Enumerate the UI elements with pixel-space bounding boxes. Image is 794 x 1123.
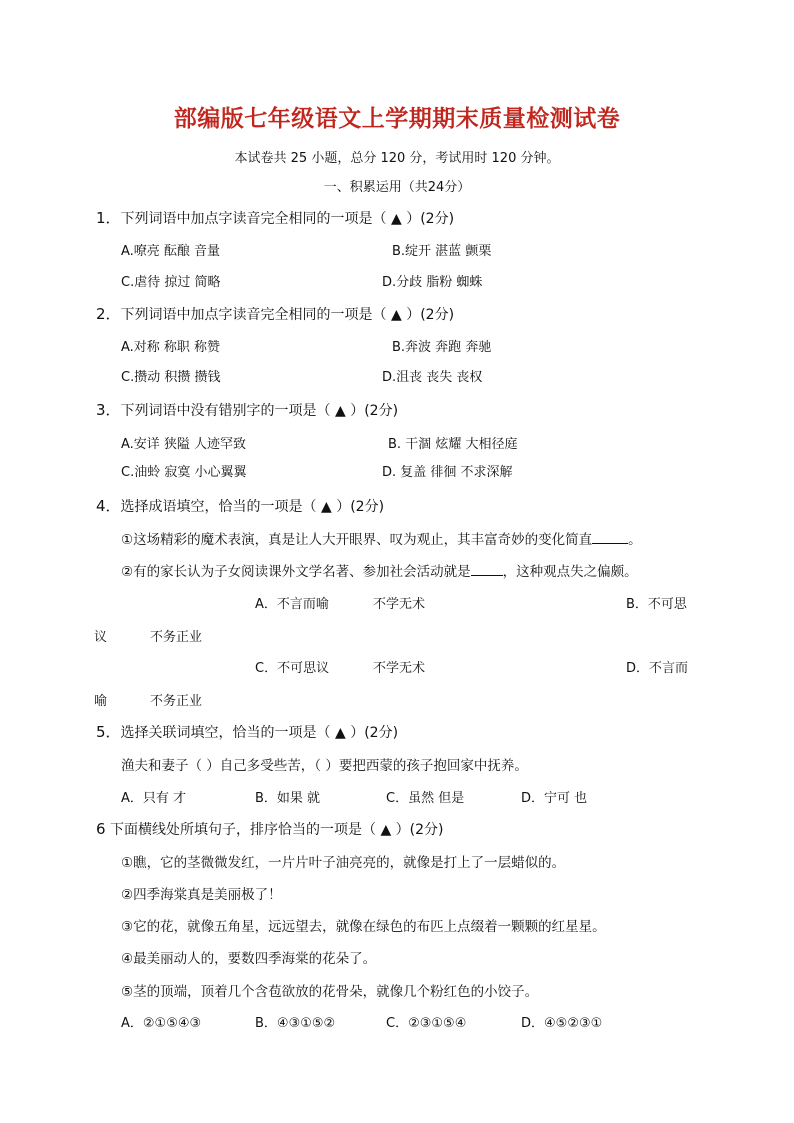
q3-option-c: C.油蛉 寂寞 小心翼翼 [121, 465, 247, 480]
q1-option-b: B.绽开 湛蓝 颤栗 [392, 244, 492, 259]
question-5 [96, 721, 398, 742]
question-6 [96, 819, 444, 839]
q4-option-b-word1-end: 议 [94, 630, 108, 645]
question-2 [96, 303, 454, 324]
q2-option-a: A.对称 称职 称赞 [121, 340, 221, 355]
question-number: 1． [96, 209, 121, 227]
answer-blank [592, 531, 628, 544]
q4-sentence-2 [121, 560, 638, 580]
q4-option-a-word1: A．不言而喻 [255, 597, 329, 612]
sentence-end: 。 [628, 532, 642, 548]
sentence-text: ①这场精彩的魔术表演，真是让人大开眼界、叹为观止，其丰富奇妙的变化简直 [121, 532, 593, 548]
q1-option-d: D.分歧 脂粉 蜘蛛 [382, 275, 483, 290]
q6-option-b: B．④③①⑤② [255, 1016, 336, 1031]
q6-option-d: D．④⑤②③① [521, 1016, 603, 1031]
q4-option-a-word2: 不学无术 [373, 597, 426, 612]
q6-sentence-5: ⑤茎的顶端，顶着几个含苞欲放的花骨朵，就像几个粉红色的小饺子。 [121, 984, 539, 1000]
question-number: 2． [96, 305, 121, 323]
question-1 [96, 207, 454, 228]
question-number: 5． [96, 723, 121, 741]
q5-option-a: A．只有 才 [121, 791, 187, 806]
question-stem: 下列词语中加点字读音完全相同的一项是（ ▲ ）(2分) [120, 307, 455, 323]
q2-option-b: B.奔波 奔跑 奔驰 [392, 340, 492, 355]
question-3 [96, 399, 398, 420]
q4-sentence-1 [121, 528, 642, 548]
q4-option-d-word1-end: 喻 [94, 694, 108, 709]
q3-option-d: D. 复盖 徘徊 不求深解 [382, 465, 513, 480]
q4-option-d-word2: 不务正业 [150, 694, 203, 709]
sentence-end: ，这种观点失之偏颇。 [502, 564, 638, 580]
question-stem: 下列词语中没有错别字的一项是（ ▲ ）(2分) [120, 403, 399, 419]
q6-sentence-4: ④最美丽动人的，要数四季海棠的花朵了。 [121, 951, 377, 967]
q5-option-c: C．虽然 但是 [386, 791, 465, 806]
q4-option-b-word1: B．不可思 [626, 597, 687, 612]
q4-option-d-word1: D．不言而 [626, 661, 689, 676]
question-number: 3． [96, 401, 121, 419]
q2-option-d: D.沮丧 丧失 丧权 [382, 370, 483, 385]
q1-option-c: C.虐待 掠过 简略 [121, 275, 221, 290]
q2-option-c: C.攒动 积攒 攒钱 [121, 370, 221, 385]
question-4 [96, 495, 384, 516]
q6-option-c: C．②③①⑤④ [386, 1016, 467, 1031]
question-number: 4． [96, 497, 121, 515]
question-stem: 选择关联词填空，恰当的一项是（ ▲ ）(2分) [120, 725, 399, 741]
exam-info: 本试卷共 25 小题，总分 120 分，考试用时 120 分钟。 [234, 151, 560, 166]
q4-option-b-word2: 不务正业 [150, 630, 203, 645]
q5-option-d: D．宁可 也 [521, 791, 588, 806]
q4-option-c-word2: 不学无术 [373, 661, 426, 676]
q3-option-a: A.安详 狭隘 人迹罕致 [121, 437, 247, 452]
question-stem: 下面横线处所填句子，排序恰当的一项是（ ▲ ）(2分) [110, 822, 444, 838]
q1-option-a: A.嘹亮 酝酿 音量 [121, 244, 221, 259]
page-title: 部编版七年级语文上学期期末质量检测试卷 [173, 106, 621, 132]
q6-sentence-3: ③它的花，就像五角星，远远望去，就像在绿色的布匹上点缀着一颗颗的红星星。 [121, 919, 606, 935]
q6-sentence-1: ①瞧，它的茎微微发红，一片片叶子油亮亮的，就像是打上了一层蜡似的。 [121, 855, 566, 871]
q5-option-b: B．如果 就 [255, 791, 321, 806]
q6-option-a: A．②①⑤④③ [121, 1016, 202, 1031]
q4-option-c-word1: C．不可思议 [255, 661, 330, 676]
question-stem: 选择成语填空，恰当的一项是（ ▲ ）(2分) [120, 499, 385, 515]
section-heading: 一、积累运用（共24分） [323, 180, 471, 195]
q5-text: 渔夫和妻子（ ）自己多受些苦，（ ）要把西蒙的孩子抱回家中抚养。 [121, 758, 528, 774]
q6-sentence-2: ②四季海棠真是美丽极了！ [121, 887, 282, 903]
q3-option-b: B. 干涸 炫耀 大相径庭 [388, 437, 518, 452]
sentence-text: ②有的家长认为子女阅读课外文学名著、参加社会活动就是 [121, 564, 471, 580]
answer-blank [471, 563, 503, 576]
question-number: 6 [96, 820, 106, 838]
question-stem: 下列词语中加点字读音完全相同的一项是（ ▲ ）(2分) [120, 211, 455, 227]
